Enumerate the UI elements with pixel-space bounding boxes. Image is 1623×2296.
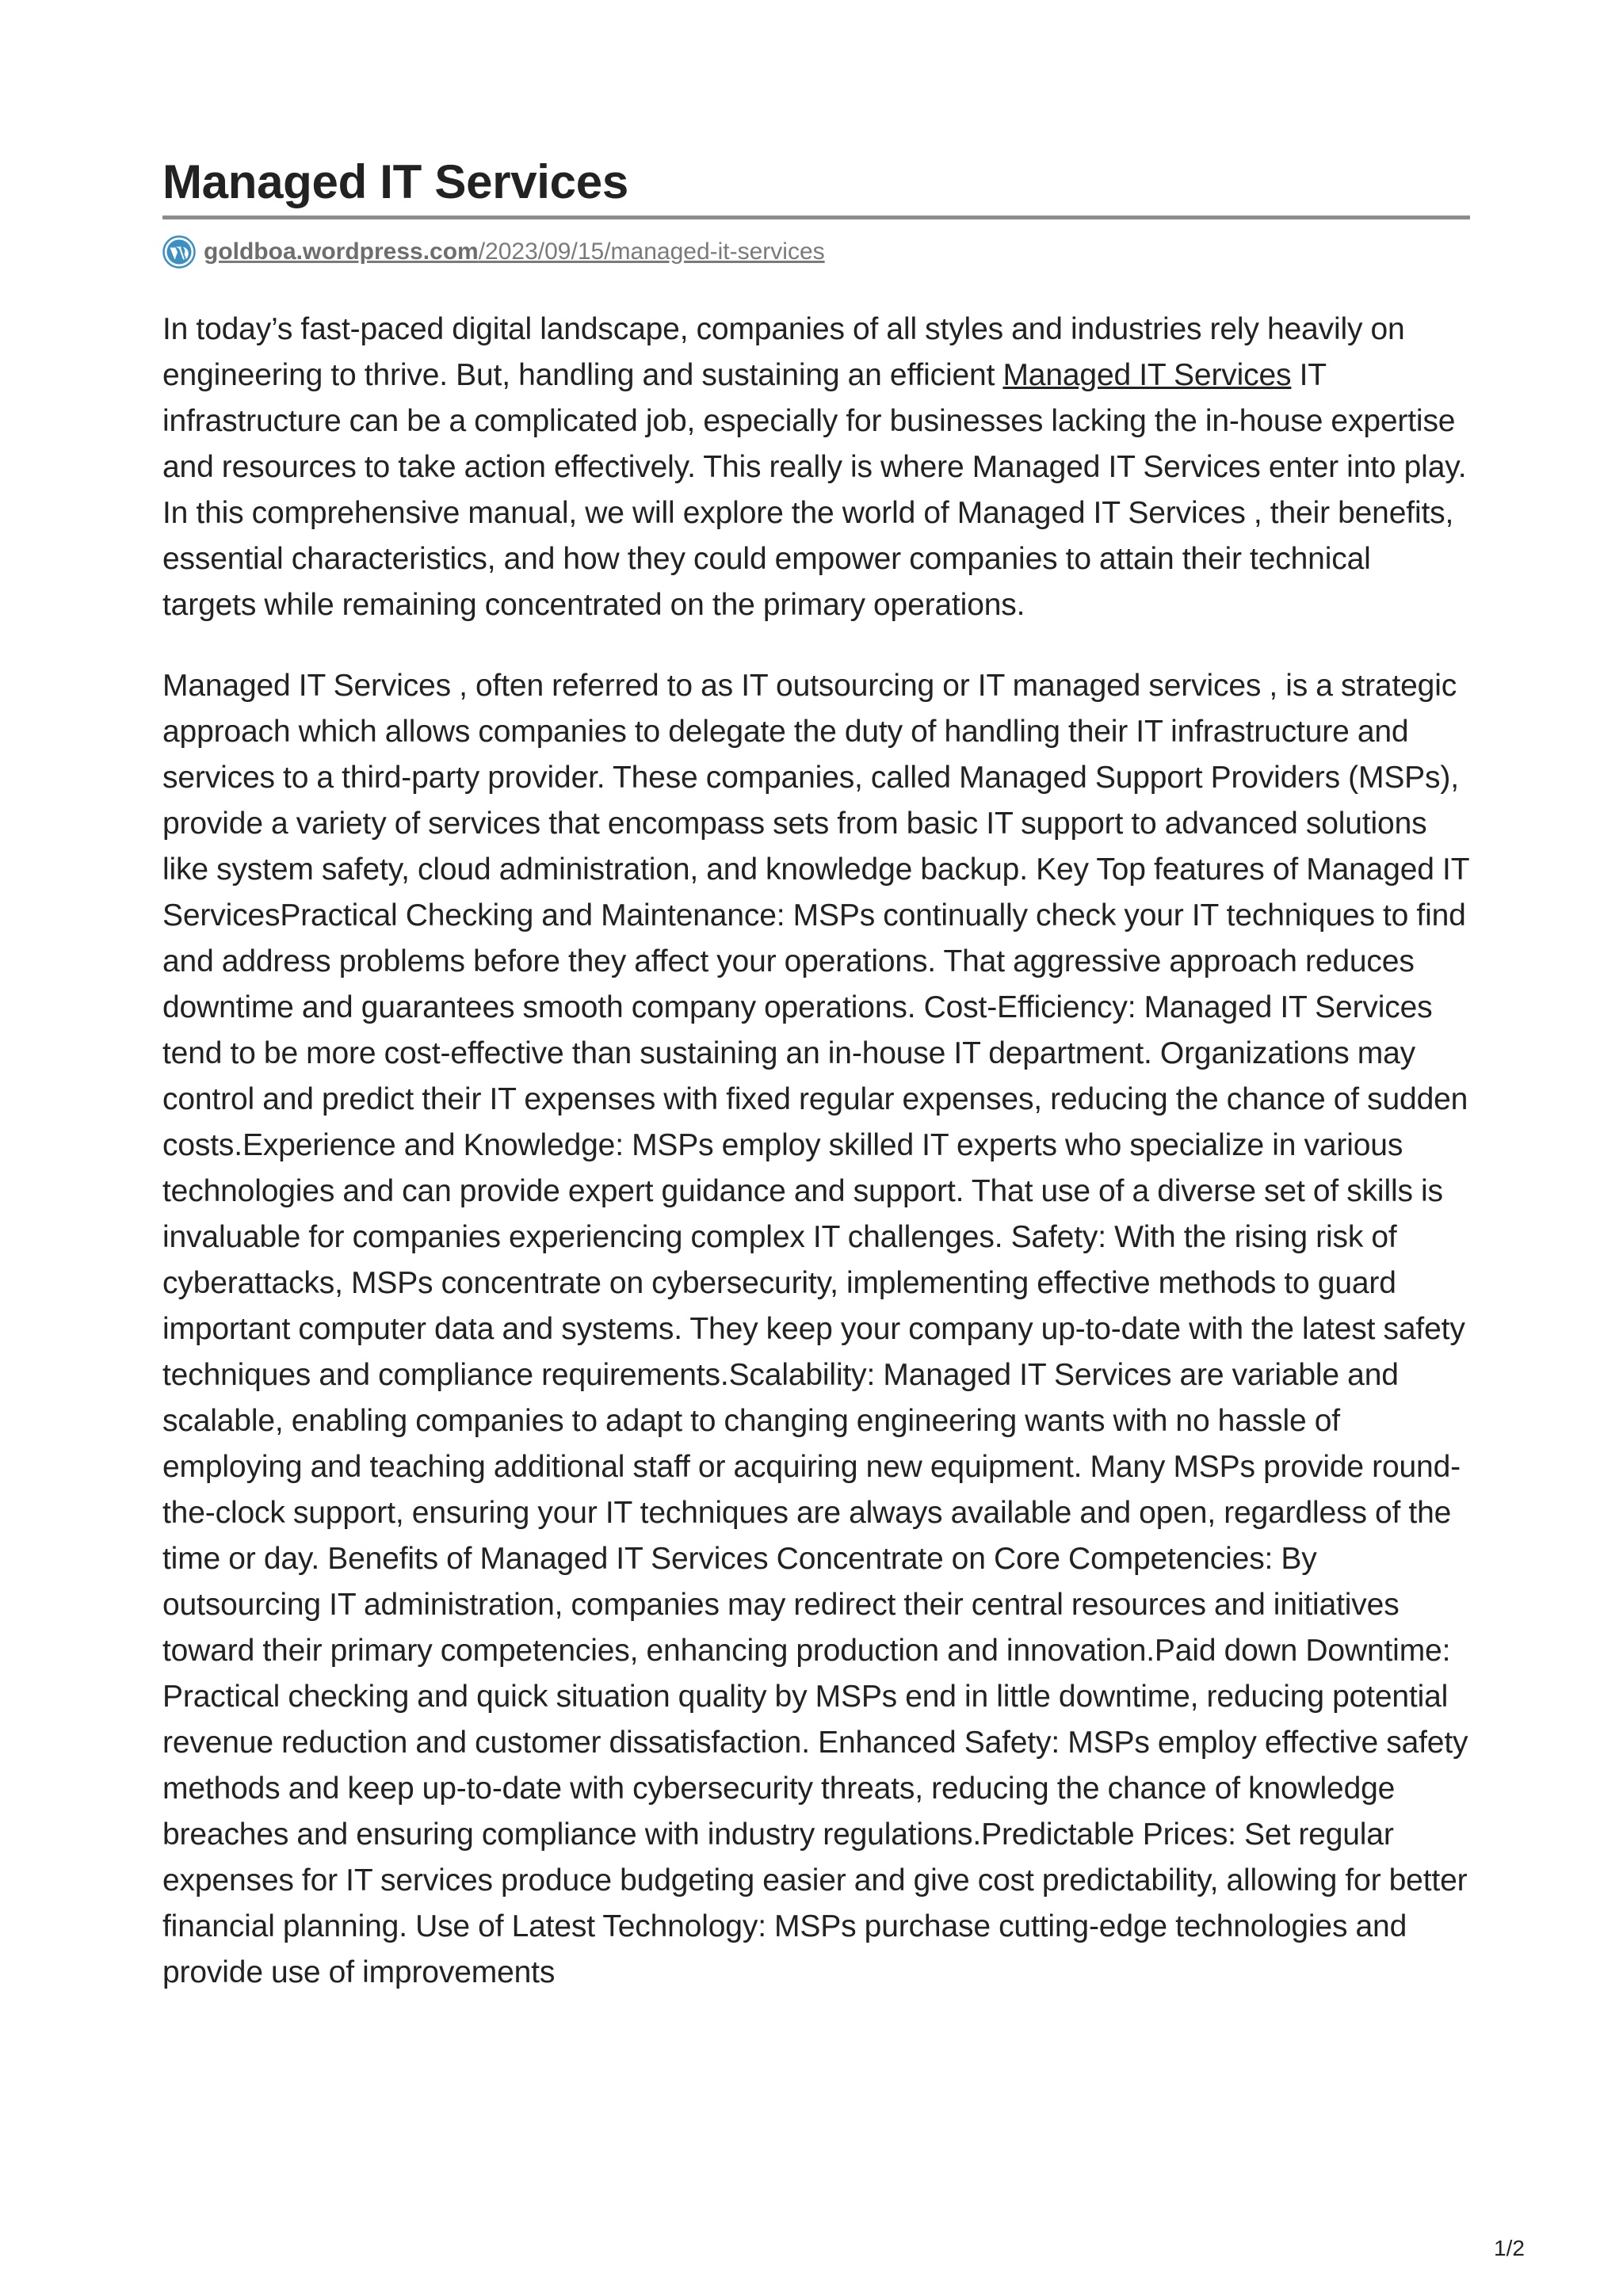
wordpress-icon xyxy=(162,235,196,269)
managed-it-services-link[interactable]: Managed IT Services xyxy=(1002,358,1292,392)
source-path: /2023/09/15/managed-it-services xyxy=(478,238,825,265)
paragraph-intro-text-a: In today’s fast-paced digital landscape, companies of all styles and industries rely heavily on engineering to thrive. But, handling and sustaining an efficient xyxy=(162,312,1405,392)
paragraph-intro-text-b: IT infrastructure can be a complicated job, especially for businesses lacking the in-house expertise and resources to take action effectively. This really is where Managed IT Services enter into play. In this comprehensive manual, we will explore the world of Managed IT Services , their benefits, essential characteristics, and how they could empower companies to attain their technical targets while remaining concentrated on the primary operations. xyxy=(162,358,1467,622)
source-line xyxy=(162,234,1470,270)
page-title: Managed IT Services xyxy=(162,155,628,208)
paragraph-intro xyxy=(162,307,1470,628)
title-divider xyxy=(162,215,1470,219)
page-number: 1/2 xyxy=(1494,2236,1525,2260)
article-body xyxy=(162,307,1470,1996)
document-page xyxy=(162,149,1470,2031)
source-domain: goldboa.wordpress.com xyxy=(204,238,479,265)
paragraph-main: Managed IT Services , often referred to as IT outsourcing or IT managed services , is a strategic approach which allows companies to delegate the duty of handling their IT infrastructure and services to a third-party provider. These companies, called Managed Support Providers (MSPs), provide a variety of services that encompass sets from basic IT support to advanced solutions like system safety, cloud administration, and knowledge backup. Key Top features of Managed IT ServicesPractical Checking and Maintenance: MSPs continually check your IT techniques to find and address problems before they affect your operations. That aggressive approach reduces downtime and guarantees smooth company operations. Cost-Efficiency: Managed IT Services tend to be more cost-effective than sustaining an in-house IT department. Organizations may control and predict their IT expenses with fixed regular expenses, reducing the chance of sudden costs.Experience and Knowledge: MSPs employ skilled IT experts who specialize in various technologies and can provide expert guidance and support. That use of a diverse set of skills is invaluable for companies experiencing complex IT challenges. Safety: With the rising risk of cyberattacks, MSPs concentrate on cybersecurity, implementing effective methods to guard important computer data and systems. They keep your company up-to-date with the latest safety techniques and compliance requirements.Scalability: Managed IT Services are variable and scalable, enabling companies to adapt to changing engineering wants with no hassle of employing and teaching additional staff or acquiring new equipment. Many MSPs provide round-the-clock support, ensuring your IT techniques are always available and open, regardless of the time or day. Benefits of Managed IT Services Concentrate on Core Competencies: By outsourcing IT administration, companies may redirect their central resources and initiatives toward their primary competencies, enhancing production and innovation.Paid down Downtime: Practical checking and quick situation quality by MSPs end in little downtime, reducing potential revenue reduction and customer dissatisfaction. Enhanced Safety: MSPs employ effective safety methods and keep up-to-date with cybersecurity threats, reducing the chance of knowledge breaches and ensuring compliance with industry regulations.Predictable Prices: Set regular expenses for IT services produce budgeting easier and give cost predictability, allowing for better financial planning. Use of Latest Technology: MSPs purchase cutting-edge technologies and provide use of improvements xyxy=(162,669,1469,1989)
source-url-link[interactable] xyxy=(204,238,825,265)
